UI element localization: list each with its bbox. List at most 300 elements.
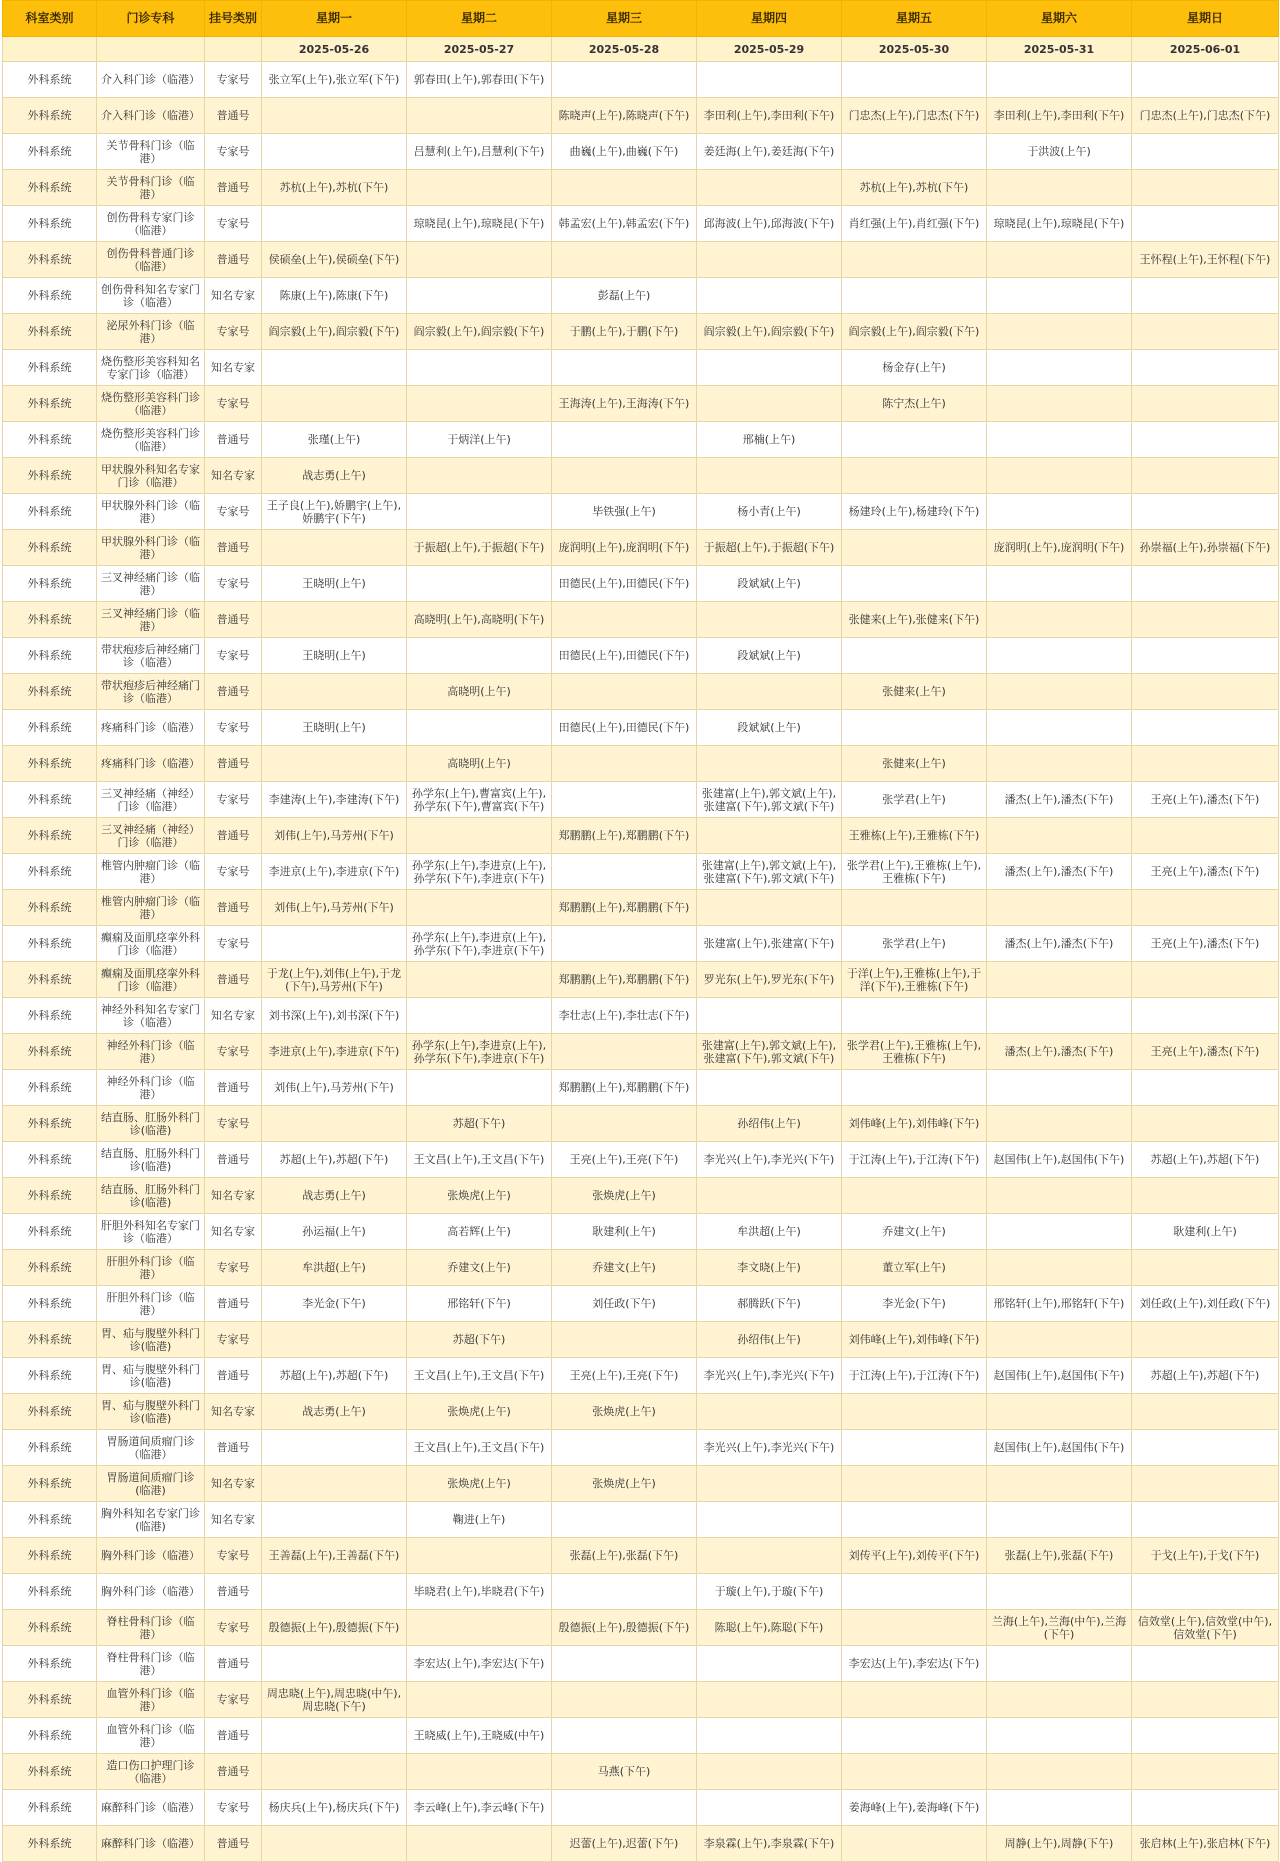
registration-type-cell: 知名专家 [205, 1214, 262, 1250]
doctor-cell [407, 1682, 552, 1718]
table-row [3, 1466, 1279, 1502]
category-cell: 外科系统 [3, 1178, 97, 1214]
column-header: 科室类别 [3, 1, 97, 37]
registration-type-cell: 专家号 [205, 494, 262, 530]
doctor-cell: 张健来(上午) [842, 674, 987, 710]
doctor-cell [407, 1070, 552, 1106]
doctor-cell [842, 566, 987, 602]
doctor-cell: 张焕虎(上午) [407, 1466, 552, 1502]
doctor-cell: 琼晓昆(上午),琼晓昆(下午) [987, 206, 1132, 242]
table-row [3, 818, 1279, 854]
doctor-cell: 李壮志(上午),李壮志(下午) [552, 998, 697, 1034]
table-row [3, 1646, 1279, 1682]
doctor-cell [697, 746, 842, 782]
registration-type-cell: 普通号 [205, 1718, 262, 1754]
doctor-cell [407, 386, 552, 422]
category-cell: 外科系统 [3, 1538, 97, 1574]
doctor-cell [842, 1754, 987, 1790]
doctor-cell [552, 1322, 697, 1358]
doctor-cell: 邢铭轩(上午),邢铭轩(下午) [987, 1286, 1132, 1322]
registration-type-cell: 普通号 [205, 422, 262, 458]
doctor-cell: 李宏达(上午),李宏达(下午) [407, 1646, 552, 1682]
category-cell: 外科系统 [3, 386, 97, 422]
doctor-cell: 郝腾跃(下午) [697, 1286, 842, 1322]
doctor-cell: 王晓明(上午) [262, 566, 407, 602]
registration-type-cell: 专家号 [205, 638, 262, 674]
doctor-cell [262, 1718, 407, 1754]
doctor-cell [987, 746, 1132, 782]
registration-type-cell: 普通号 [205, 1574, 262, 1610]
clinic-cell: 关节骨科门诊（临港） [97, 170, 205, 206]
doctor-cell [1132, 386, 1279, 422]
doctor-cell: 邢铭轩(下午) [407, 1286, 552, 1322]
doctor-cell: 彭磊(上午) [552, 278, 697, 314]
doctor-cell [1132, 1430, 1279, 1466]
table-row [3, 998, 1279, 1034]
doctor-cell: 于江涛(上午),于江涛(下午) [842, 1142, 987, 1178]
doctor-cell [552, 350, 697, 386]
doctor-cell [987, 1322, 1132, 1358]
table-row [3, 62, 1279, 98]
table-row [3, 1034, 1279, 1070]
doctor-cell: 李建涛(上午),李建涛(下午) [262, 782, 407, 818]
table-row [3, 422, 1279, 458]
doctor-cell [552, 1682, 697, 1718]
doctor-cell: 刘任政(下午) [552, 1286, 697, 1322]
table-row [3, 278, 1279, 314]
registration-type-cell: 专家号 [205, 206, 262, 242]
doctor-cell [842, 1502, 987, 1538]
doctor-cell: 张焕虎(上午) [407, 1394, 552, 1430]
doctor-cell [842, 134, 987, 170]
category-cell: 外科系统 [3, 1718, 97, 1754]
table-row [3, 530, 1279, 566]
doctor-cell: 李田利(上午),李田利(下午) [987, 98, 1132, 134]
doctor-cell: 杨小青(上午) [697, 494, 842, 530]
doctor-cell [552, 1034, 697, 1070]
clinic-cell: 胃肠道间质瘤门诊(临港) [97, 1466, 205, 1502]
registration-type-cell: 专家号 [205, 1106, 262, 1142]
doctor-cell [1132, 1754, 1279, 1790]
doctor-cell [987, 1754, 1132, 1790]
clinic-cell: 椎管内肿瘤门诊（临港） [97, 890, 205, 926]
doctor-cell [842, 1178, 987, 1214]
doctor-cell: 李云峰(上午),李云峰(下午) [407, 1790, 552, 1826]
doctor-cell [987, 1178, 1132, 1214]
column-header: 挂号类别 [205, 1, 262, 37]
doctor-cell: 王晓威(上午),王晓威(中午) [407, 1718, 552, 1754]
doctor-cell: 陈宁杰(上午) [842, 386, 987, 422]
table-row [3, 134, 1279, 170]
doctor-cell [987, 890, 1132, 926]
doctor-cell: 张建富(上午),郭文斌(上午),张建富(下午),郭文斌(下午) [697, 782, 842, 818]
column-header: 门诊专科 [97, 1, 205, 37]
doctor-cell [1132, 746, 1279, 782]
doctor-cell [552, 854, 697, 890]
doctor-cell [262, 1322, 407, 1358]
doctor-cell: 孙绍伟(上午) [697, 1322, 842, 1358]
clinic-cell: 甲状腺外科门诊（临港） [97, 494, 205, 530]
doctor-cell [1132, 494, 1279, 530]
doctor-cell [1132, 458, 1279, 494]
column-header: 星期四 [697, 1, 842, 37]
doctor-cell [262, 1466, 407, 1502]
doctor-cell: 杨金存(上午) [842, 350, 987, 386]
table-row [3, 1682, 1279, 1718]
clinic-cell: 烧伤整形美容科门诊（临港） [97, 386, 205, 422]
doctor-cell [262, 1754, 407, 1790]
doctor-cell [987, 1790, 1132, 1826]
registration-type-cell: 知名专家 [205, 278, 262, 314]
doctor-cell [262, 674, 407, 710]
category-cell: 外科系统 [3, 1394, 97, 1430]
doctor-cell [1132, 1070, 1279, 1106]
registration-type-cell: 普通号 [205, 242, 262, 278]
doctor-cell: 孙运福(上午) [262, 1214, 407, 1250]
doctor-cell: 牟洪超(上午) [697, 1214, 842, 1250]
doctor-cell [1132, 314, 1279, 350]
table-row [3, 1250, 1279, 1286]
clinic-cell: 结直肠、肛肠外科门诊(临港) [97, 1178, 205, 1214]
date-header-blank [97, 37, 205, 62]
doctor-cell [552, 1430, 697, 1466]
doctor-cell [697, 1466, 842, 1502]
clinic-cell: 胃、疝与腹壁外科门诊(临港) [97, 1322, 205, 1358]
doctor-cell [1132, 890, 1279, 926]
column-header: 星期五 [842, 1, 987, 37]
column-header: 星期六 [987, 1, 1132, 37]
category-cell: 外科系统 [3, 1286, 97, 1322]
doctor-cell [1132, 278, 1279, 314]
doctor-cell: 刘伟(上午),马芳州(下午) [262, 1070, 407, 1106]
category-cell: 外科系统 [3, 926, 97, 962]
doctor-cell: 王文昌(上午),王文昌(下午) [407, 1142, 552, 1178]
category-cell: 外科系统 [3, 458, 97, 494]
clinic-cell: 烧伤整形美容科知名专家门诊（临港） [97, 350, 205, 386]
doctor-cell: 王晓明(上午) [262, 638, 407, 674]
doctor-cell [262, 746, 407, 782]
doctor-cell [1132, 170, 1279, 206]
doctor-cell [987, 62, 1132, 98]
category-cell: 外科系统 [3, 1682, 97, 1718]
doctor-cell [1132, 1466, 1279, 1502]
doctor-cell: 刘书深(上午),刘书深(下午) [262, 998, 407, 1034]
header-row [3, 1, 1279, 37]
date-header: 2025-05-30 [842, 37, 987, 62]
doctor-cell: 于振超(上午),于振超(下午) [697, 530, 842, 566]
doctor-cell [987, 422, 1132, 458]
doctor-cell: 于戈(上午),于戈(下午) [1132, 1538, 1279, 1574]
doctor-cell [987, 1646, 1132, 1682]
table-row [3, 170, 1279, 206]
doctor-cell: 姜廷海(上午),姜廷海(下午) [697, 134, 842, 170]
category-cell: 外科系统 [3, 1610, 97, 1646]
doctor-cell: 张磊(上午),张磊(下午) [987, 1538, 1132, 1574]
doctor-cell [262, 350, 407, 386]
doctor-cell: 王海涛(上午),王海涛(下午) [552, 386, 697, 422]
doctor-cell: 王亮(上午),潘杰(下午) [1132, 854, 1279, 890]
table-row [3, 1286, 1279, 1322]
table-row [3, 1430, 1279, 1466]
category-cell: 外科系统 [3, 134, 97, 170]
doctor-cell [987, 1214, 1132, 1250]
clinic-cell: 三叉神经痛门诊（临港） [97, 602, 205, 638]
doctor-cell: 潘杰(上午),潘杰(下午) [987, 1034, 1132, 1070]
doctor-cell [987, 1250, 1132, 1286]
doctor-cell: 于鹏(上午),于鹏(下午) [552, 314, 697, 350]
doctor-cell [407, 170, 552, 206]
doctor-cell [552, 602, 697, 638]
table-row [3, 1718, 1279, 1754]
doctor-cell [552, 1502, 697, 1538]
doctor-cell: 马燕(下午) [552, 1754, 697, 1790]
category-cell: 外科系统 [3, 854, 97, 890]
doctor-cell [1132, 1178, 1279, 1214]
table-row [3, 674, 1279, 710]
doctor-cell [842, 638, 987, 674]
clinic-cell: 肝胆外科门诊（临港） [97, 1250, 205, 1286]
clinic-cell: 甲状腺外科门诊（临港） [97, 530, 205, 566]
doctor-cell: 信效堂(上午),信效堂(中午),信效堂(下午) [1132, 1610, 1279, 1646]
registration-type-cell: 专家号 [205, 710, 262, 746]
doctor-cell [987, 674, 1132, 710]
doctor-cell [987, 278, 1132, 314]
doctor-cell [987, 1466, 1132, 1502]
clinic-cell: 创伤骨科普通门诊（临港） [97, 242, 205, 278]
registration-type-cell: 普通号 [205, 890, 262, 926]
doctor-cell [407, 710, 552, 746]
doctor-cell [987, 998, 1132, 1034]
doctor-cell [1132, 674, 1279, 710]
clinic-cell: 疼痛科门诊（临港） [97, 746, 205, 782]
doctor-cell: 邢楠(上午) [697, 422, 842, 458]
doctor-cell [262, 1646, 407, 1682]
doctor-cell: 段斌斌(上午) [697, 566, 842, 602]
doctor-cell [697, 1682, 842, 1718]
doctor-cell: 刘任政(上午),刘任政(下午) [1132, 1286, 1279, 1322]
doctor-cell [842, 1466, 987, 1502]
doctor-cell: 王文昌(上午),王文昌(下午) [407, 1430, 552, 1466]
registration-type-cell: 知名专家 [205, 1394, 262, 1430]
doctor-cell [262, 1502, 407, 1538]
doctor-cell [552, 170, 697, 206]
category-cell: 外科系统 [3, 1790, 97, 1826]
clinic-cell: 创伤骨科知名专家门诊（临港） [97, 278, 205, 314]
doctor-cell: 王亮(上午),王亮(下午) [552, 1142, 697, 1178]
doctor-cell [1132, 1106, 1279, 1142]
doctor-cell [697, 1790, 842, 1826]
doctor-cell [1132, 818, 1279, 854]
doctor-cell: 田德民(上午),田德民(下午) [552, 638, 697, 674]
date-header-blank [205, 37, 262, 62]
doctor-cell: 庞润明(上午),庞润明(下午) [987, 530, 1132, 566]
category-cell: 外科系统 [3, 1826, 97, 1862]
doctor-cell [1132, 1682, 1279, 1718]
doctor-cell [1132, 602, 1279, 638]
doctor-cell: 孙学东(上午),李进京(上午),孙学东(下午),李进京(下午) [407, 926, 552, 962]
doctor-cell [987, 314, 1132, 350]
date-header: 2025-05-28 [552, 37, 697, 62]
doctor-cell: 段斌斌(上午) [697, 710, 842, 746]
clinic-cell: 造口伤口护理门诊（临港） [97, 1754, 205, 1790]
doctor-cell [842, 1718, 987, 1754]
doctor-cell: 杨建玲(上午),杨建玲(下午) [842, 494, 987, 530]
clinic-cell: 结直肠、肛肠外科门诊(临港) [97, 1106, 205, 1142]
doctor-cell: 刘伟(上午),马芳州(下午) [262, 818, 407, 854]
clinic-cell: 血管外科门诊（临港） [97, 1718, 205, 1754]
doctor-cell: 耿建利(上午) [1132, 1214, 1279, 1250]
table-row [3, 962, 1279, 998]
registration-type-cell: 专家号 [205, 386, 262, 422]
doctor-cell: 张建富(上午),郭文斌(上午),张建富(下午),郭文斌(下午) [697, 1034, 842, 1070]
doctor-cell: 陈康(上午),陈康(下午) [262, 278, 407, 314]
doctor-cell [1132, 1394, 1279, 1430]
doctor-cell: 苏超(下午) [407, 1322, 552, 1358]
clinic-cell: 神经外科知名专家门诊（临港） [97, 998, 205, 1034]
category-cell: 外科系统 [3, 422, 97, 458]
registration-type-cell: 专家号 [205, 1682, 262, 1718]
registration-type-cell: 专家号 [205, 1322, 262, 1358]
doctor-cell [697, 674, 842, 710]
doctor-cell: 迟蕾(上午),迟蕾(下午) [552, 1826, 697, 1862]
clinic-cell: 肝胆外科知名专家门诊（临港） [97, 1214, 205, 1250]
clinic-cell: 脊柱骨科门诊（临港） [97, 1646, 205, 1682]
clinic-cell: 胃、疝与腹壁外科门诊(临港) [97, 1358, 205, 1394]
doctor-cell [1132, 962, 1279, 998]
category-cell: 外科系统 [3, 1430, 97, 1466]
table-row [3, 566, 1279, 602]
category-cell: 外科系统 [3, 710, 97, 746]
category-cell: 外科系统 [3, 1466, 97, 1502]
doctor-cell: 门忠杰(上午),门忠杰(下午) [842, 98, 987, 134]
registration-type-cell: 普通号 [205, 1070, 262, 1106]
doctor-cell [407, 1610, 552, 1646]
doctor-cell: 孙学东(上午),李进京(上午),孙学东(下午),李进京(下午) [407, 854, 552, 890]
doctor-cell: 苏超(上午),苏超(下午) [1132, 1358, 1279, 1394]
doctor-cell: 李光金(下午) [842, 1286, 987, 1322]
category-cell: 外科系统 [3, 1646, 97, 1682]
registration-type-cell: 普通号 [205, 1754, 262, 1790]
doctor-cell [987, 1106, 1132, 1142]
doctor-cell: 王雅栋(上午),王雅栋(下午) [842, 818, 987, 854]
doctor-cell [1132, 1250, 1279, 1286]
doctor-cell [407, 494, 552, 530]
doctor-cell: 王善磊(上午),王善磊(下午) [262, 1538, 407, 1574]
date-header-blank [3, 37, 97, 62]
doctor-cell: 阎宗毅(上午),阎宗毅(下午) [842, 314, 987, 350]
doctor-cell [407, 638, 552, 674]
doctor-cell: 李光兴(上午),李光兴(下午) [697, 1430, 842, 1466]
doctor-cell [407, 998, 552, 1034]
doctor-cell [1132, 1574, 1279, 1610]
registration-type-cell: 普通号 [205, 98, 262, 134]
doctor-cell: 潘杰(上午),潘杰(下午) [987, 926, 1132, 962]
doctor-cell [697, 1754, 842, 1790]
doctor-cell: 张建富(上午),郭文斌(上午),张建富(下午),郭文斌(下午) [697, 854, 842, 890]
doctor-cell: 王晓明(上午) [262, 710, 407, 746]
registration-type-cell: 知名专家 [205, 1466, 262, 1502]
doctor-cell [697, 1178, 842, 1214]
doctor-cell: 陈晓声(上午),陈晓声(下午) [552, 98, 697, 134]
registration-type-cell: 普通号 [205, 170, 262, 206]
clinic-cell: 椎管内肿瘤门诊（临港） [97, 854, 205, 890]
doctor-cell [842, 1394, 987, 1430]
registration-type-cell: 普通号 [205, 1358, 262, 1394]
doctor-cell: 战志勇(上午) [262, 1394, 407, 1430]
clinic-cell: 胃肠道间质瘤门诊（临港） [97, 1430, 205, 1466]
doctor-cell [1132, 566, 1279, 602]
doctor-cell [842, 1574, 987, 1610]
doctor-cell [1132, 206, 1279, 242]
clinic-cell: 肝胆外科门诊（临港） [97, 1286, 205, 1322]
doctor-cell [552, 242, 697, 278]
doctor-cell: 孙学东(上午),李进京(上午),孙学东(下午),李进京(下午) [407, 1034, 552, 1070]
doctor-cell: 于龙(上午),刘伟(上午),于龙(下午),马芳州(下午) [262, 962, 407, 998]
doctor-cell [987, 638, 1132, 674]
doctor-cell: 曲巍(上午),曲巍(下午) [552, 134, 697, 170]
doctor-cell: 田德民(上午),田德民(下午) [552, 566, 697, 602]
doctor-cell: 李文晓(上午) [697, 1250, 842, 1286]
doctor-cell [987, 1070, 1132, 1106]
table-row [3, 1106, 1279, 1142]
doctor-cell [407, 350, 552, 386]
doctor-cell [842, 998, 987, 1034]
doctor-cell: 郑鹏鹏(上午),郑鹏鹏(下午) [552, 962, 697, 998]
registration-type-cell: 专家号 [205, 782, 262, 818]
date-header: 2025-05-31 [987, 37, 1132, 62]
doctor-cell [407, 242, 552, 278]
doctor-cell [842, 1430, 987, 1466]
registration-type-cell: 普通号 [205, 1142, 262, 1178]
doctor-cell [842, 242, 987, 278]
clinic-cell: 结直肠、肛肠外科门诊(临港) [97, 1142, 205, 1178]
doctor-cell [987, 1574, 1132, 1610]
doctor-cell: 段斌斌(上午) [697, 638, 842, 674]
doctor-cell [262, 1826, 407, 1862]
table-row [3, 1214, 1279, 1250]
doctor-cell: 苏超(下午) [407, 1106, 552, 1142]
registration-type-cell: 专家号 [205, 1034, 262, 1070]
table-row [3, 494, 1279, 530]
doctor-cell: 琼晓昆(上午),琼晓昆(下午) [407, 206, 552, 242]
doctor-cell [842, 278, 987, 314]
category-cell: 外科系统 [3, 314, 97, 350]
category-cell: 外科系统 [3, 998, 97, 1034]
doctor-cell [552, 62, 697, 98]
doctor-cell: 郑鹏鹏(上午),郑鹏鹏(下午) [552, 818, 697, 854]
doctor-cell: 王亮(上午),王亮(下午) [552, 1358, 697, 1394]
doctor-cell [697, 1718, 842, 1754]
doctor-cell: 阎宗毅(上午),阎宗毅(下午) [697, 314, 842, 350]
registration-type-cell: 专家号 [205, 1610, 262, 1646]
doctor-cell: 王怀程(上午),王怀程(下午) [1132, 242, 1279, 278]
doctor-cell [262, 1430, 407, 1466]
doctor-cell: 庞润明(上午),庞润明(下午) [552, 530, 697, 566]
table-row [3, 926, 1279, 962]
doctor-cell: 郑鹏鹏(上午),郑鹏鹏(下午) [552, 1070, 697, 1106]
date-header: 2025-06-01 [1132, 37, 1279, 62]
date-row [3, 37, 1279, 62]
doctor-cell [262, 602, 407, 638]
table-row [3, 602, 1279, 638]
clinic-cell: 胸外科知名专家门诊(临港) [97, 1502, 205, 1538]
doctor-cell [262, 386, 407, 422]
doctor-cell [697, 1502, 842, 1538]
table-row [3, 782, 1279, 818]
doctor-cell: 张学君(上午) [842, 926, 987, 962]
doctor-cell: 张焕虎(上午) [552, 1394, 697, 1430]
doctor-cell: 刘伟(上午),马芳州(下午) [262, 890, 407, 926]
